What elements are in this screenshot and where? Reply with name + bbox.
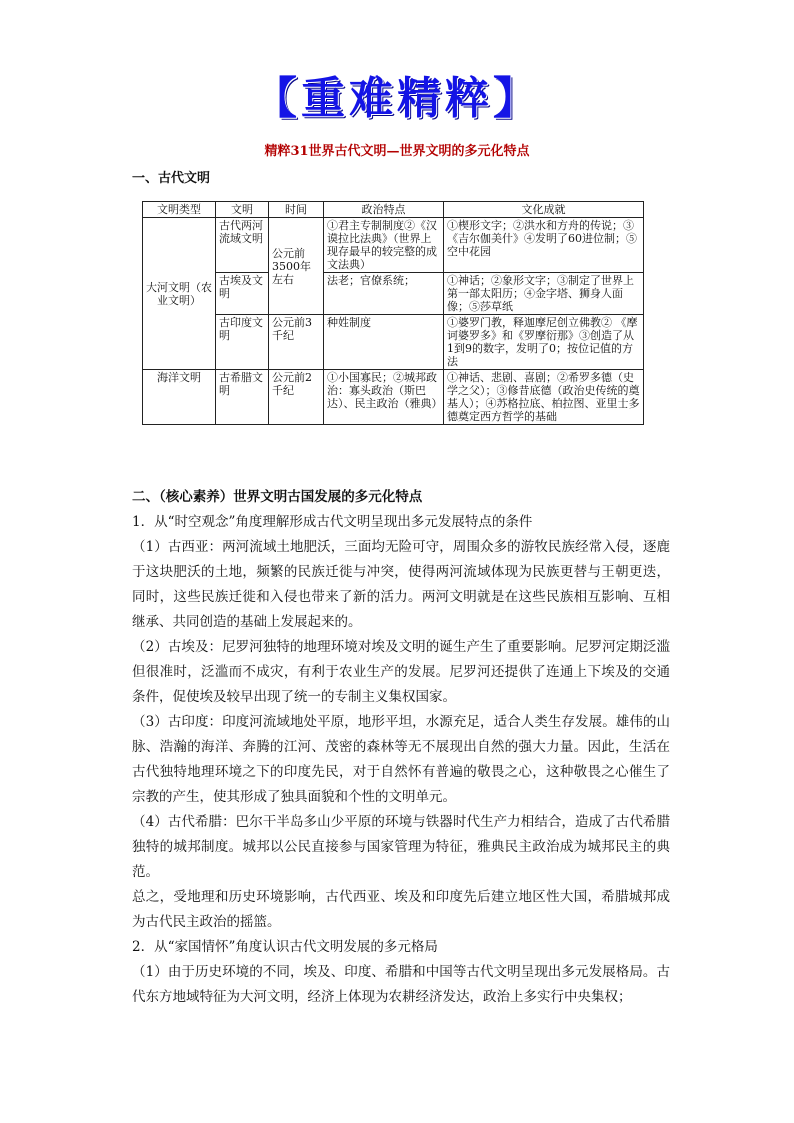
header-cell: 政治特点 [324,202,444,218]
politics-cell: ①君主专制制度②《汉谟拉比法典》（世界上现存最早的较完整的成文法典） [324,218,444,273]
politics-cell: 法老；官僚系统； [324,273,444,315]
body-text [132,485,670,1010]
civ-name-cell: 古埃及文明 [216,273,269,315]
table-row [143,218,644,273]
header-cell: 文明类型 [143,202,216,218]
table-row [143,315,644,370]
time-cell: 公元前2千纪 [269,370,324,425]
paragraph: 总之，受地理和历史环境影响，古代西亚、埃及和印度先后建立地区性大国，希腊城邦成为古代民主政治的摇篮。 [132,889,670,930]
table-header-row [143,202,644,218]
header-cell: 时间 [269,202,324,218]
paragraph: 2．从“家国情怀”角度认识古代文明发展的多元格局 [132,939,438,955]
civilization-table [142,201,644,425]
type-cell-river: 大河文明（农业文明） [143,218,216,370]
paragraph: （2）古埃及：尼罗河独特的地理环境对埃及文明的诞生产生了重要影响。尼罗河定期泛滥但很准时，泛滥而不成灾，有利于农业生产的发展。尼罗河还提供了连通上下埃及的交通条件，促使埃及较早出现了统一的专制主义集权国家。 [132,639,670,705]
civ-name-cell: 古代两河流域文明 [216,218,269,273]
paragraph: （1）古西亚：两河流域土地肥沃，三面均无险可守，周围众多的游牧民族经常入侵，逐鹿于这块肥沃的土地，频繁的民族迁徙与冲突，使得两河流域体现为民族更替与王朝更迭，同时，这些民族迁徙和入侵也带来了新的活力。两河文明就是在这些民族相互影响、互相继承、共同创造的基础上发展起来的。 [132,539,670,630]
paragraph: （3）古印度：印度河流域地处平原，地形平坦，水源充足，适合人类生存发展。雄伟的山脉、浩瀚的海洋、奔腾的江河、茂密的森林等无不展现出自然的强大力量。因此，生活在古代独特地理环境之下的印度先民，对于自然怀有普遍的敬畏之心，这种敬畏之心催生了宗教的产生，使其形成了独具面貌和个性的文明单元。 [132,714,670,805]
culture-cell: ①楔形文字；②洪水和方舟的传说；③《吉尔伽美什》④发明了60进位制；⑤空中花园 [444,218,644,273]
header-cell: 文化成就 [444,202,644,218]
culture-cell: ①神话；②象形文字；③制定了世界上第一部太阳历；④金字塔、狮身人面像；⑤莎草纸 [444,273,644,315]
paragraph: 1．从“时空观念”角度理解形成古代文明呈现出多元发展特点的条件 [132,514,533,530]
civ-name-cell: 古希腊文明 [216,370,269,425]
header-cell: 文明 [216,202,269,218]
time-cell: 公元前3500年左右 [269,218,324,315]
paragraph: （4）古代希腊：巴尔干半岛多山少平原的环境与铁器时代生产力相结合，造成了古代希腊独特的城邦制度。城邦以公民直接参与国家管理为特征，雅典民主政治成为城邦民主的典范。 [132,814,670,880]
table-row [143,273,644,315]
politics-cell: ①小国寡民；②城邦政治：寡头政治（斯巴达）、民主政治（雅典） [324,370,444,425]
section1-heading: 一、古代文明 [132,171,211,186]
page-subtitle: 精粹31世界古代文明—世界文明的多元化特点 [264,144,530,159]
culture-cell: ①婆罗门教，释迦摩尼创立佛教② 《摩诃婆罗多》和《罗摩衍那》③创造了从1到9的数字，发明了0；按位记值的方法 [444,315,644,370]
banner-title: 【重难精粹】 [253,73,541,124]
type-cell-ocean: 海洋文明 [143,370,216,425]
politics-cell: 种姓制度 [324,315,444,370]
section2-heading: 二、（核心素养）世界文明古国发展的多元化特点 [132,489,423,505]
paragraph: （1）由于历史环境的不同，埃及、印度、希腊和中国等古代文明呈现出多元发展格局。古代东方地域特征为大河文明，经济上体现为农耕经济发达，政治上多实行中央集权； [132,964,670,1005]
table-row [143,370,644,425]
culture-cell: ①神话、悲剧、喜剧；②希罗多德（史学之父）；③修昔底德（政治史传统的奠基人）；④苏格拉底、柏拉图、亚里士多德奠定西方哲学的基础 [444,370,644,425]
time-cell: 公元前3千纪 [269,315,324,370]
civ-name-cell: 古印度文明 [216,315,269,370]
